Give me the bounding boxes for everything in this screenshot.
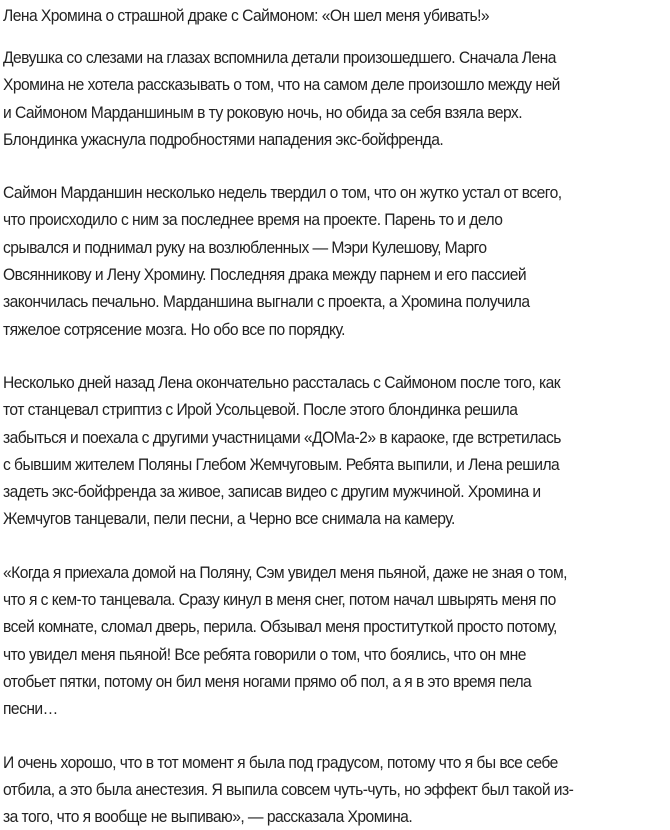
text-line: забыться и поехала с другими участницами «ДОМа-2» в караоке, где встретилась (3, 427, 561, 447)
paragraph-5-quote (3, 749, 667, 830)
text-line: что я с кем-то танцевала. Сразу кинул в меня снег, потом начал швырять меня по (3, 590, 556, 610)
text-line: песни… (3, 699, 58, 719)
article (3, 0, 667, 830)
text-line: Девушка со слезами на глазах вспомнила детали произошедшего. Сначала Лена (3, 48, 556, 67)
text-line: «Когда я приехала домой на Поляну, Сэм увидел меня пьяной, даже не зная о том, (3, 562, 567, 582)
text-line: Блондинка ужаснула подробностями нападения экс-бойфренда. (3, 129, 444, 149)
text-line: и Саймоном Марданшиным в ту роковую ночь, но обида за себя взяла верх. (3, 102, 522, 122)
text-line: тяжелое сотрясение мозга. Но обо все по порядку. (3, 319, 345, 339)
paragraph-1 (3, 44, 667, 153)
text-line: Жемчугов танцевали, пели песни, а Черно все снимала на камеру. (3, 509, 455, 529)
text-line: Саймон Марданшин несколько недель твердил о том, что он жутко устал от всего, (3, 183, 562, 203)
paragraph-4-quote (3, 559, 667, 723)
paragraph-2 (3, 179, 667, 343)
text-line: И очень хорошо, что в тот момент я была под градусом, потому что я бы все себе (3, 752, 558, 772)
text-line: задеть экс-бойфренда за живое, записав видео с другим мужчиной. Хромина и (3, 482, 541, 502)
text-line: с бывшим жителем Поляны Глебом Жемчуговым. Ребята выпили, и Лена решила (3, 454, 560, 474)
text-line: отбила, а это была анестезия. Я выпила совсем чуть-чуть, но эффект был такой из- (3, 779, 574, 799)
text-line: всей комнате, сломал дверь, перила. Обзывал меня проституткой просто потому, (3, 617, 557, 637)
text-line: закончилась печально. Марданшина выгнали с проекта, а Хромина получила (3, 292, 530, 312)
text-line: за того, что я вообще не выпиваю», — рассказала Хромина. (3, 807, 413, 827)
text-line: Хромина не хотела рассказывать о том, что на самом деле произошло между ней (3, 75, 560, 95)
paragraph-3 (3, 369, 667, 533)
text-line: что увидел меня пьяной! Все ребята говорили о том, что боялись, что он мне (3, 644, 526, 664)
text-line: что происходило с ним за последнее время на проекте. Парень то и дело (3, 210, 503, 230)
text-line: Несколько дней назад Лена окончательно рассталась с Саймоном после того, как (3, 372, 561, 392)
text-line: Овсянникову и Лену Хромину. Последняя драка между парнем и его пассией (3, 265, 527, 285)
text-line: тот станцевал стриптиз с Ирой Усольцевой. После этого блондинка решила (3, 400, 518, 420)
text-line: срывался и поднимал руку на возлюбленных — Мэри Кулешову, Марго (3, 237, 487, 257)
article-title: Лена Хромина о страшной драке с Саймоном: «Он шел меня убивать!» (3, 6, 490, 25)
text-line: отобьет пятки, потому он бил меня ногами прямо об пол, а я в это время пела (3, 671, 532, 691)
